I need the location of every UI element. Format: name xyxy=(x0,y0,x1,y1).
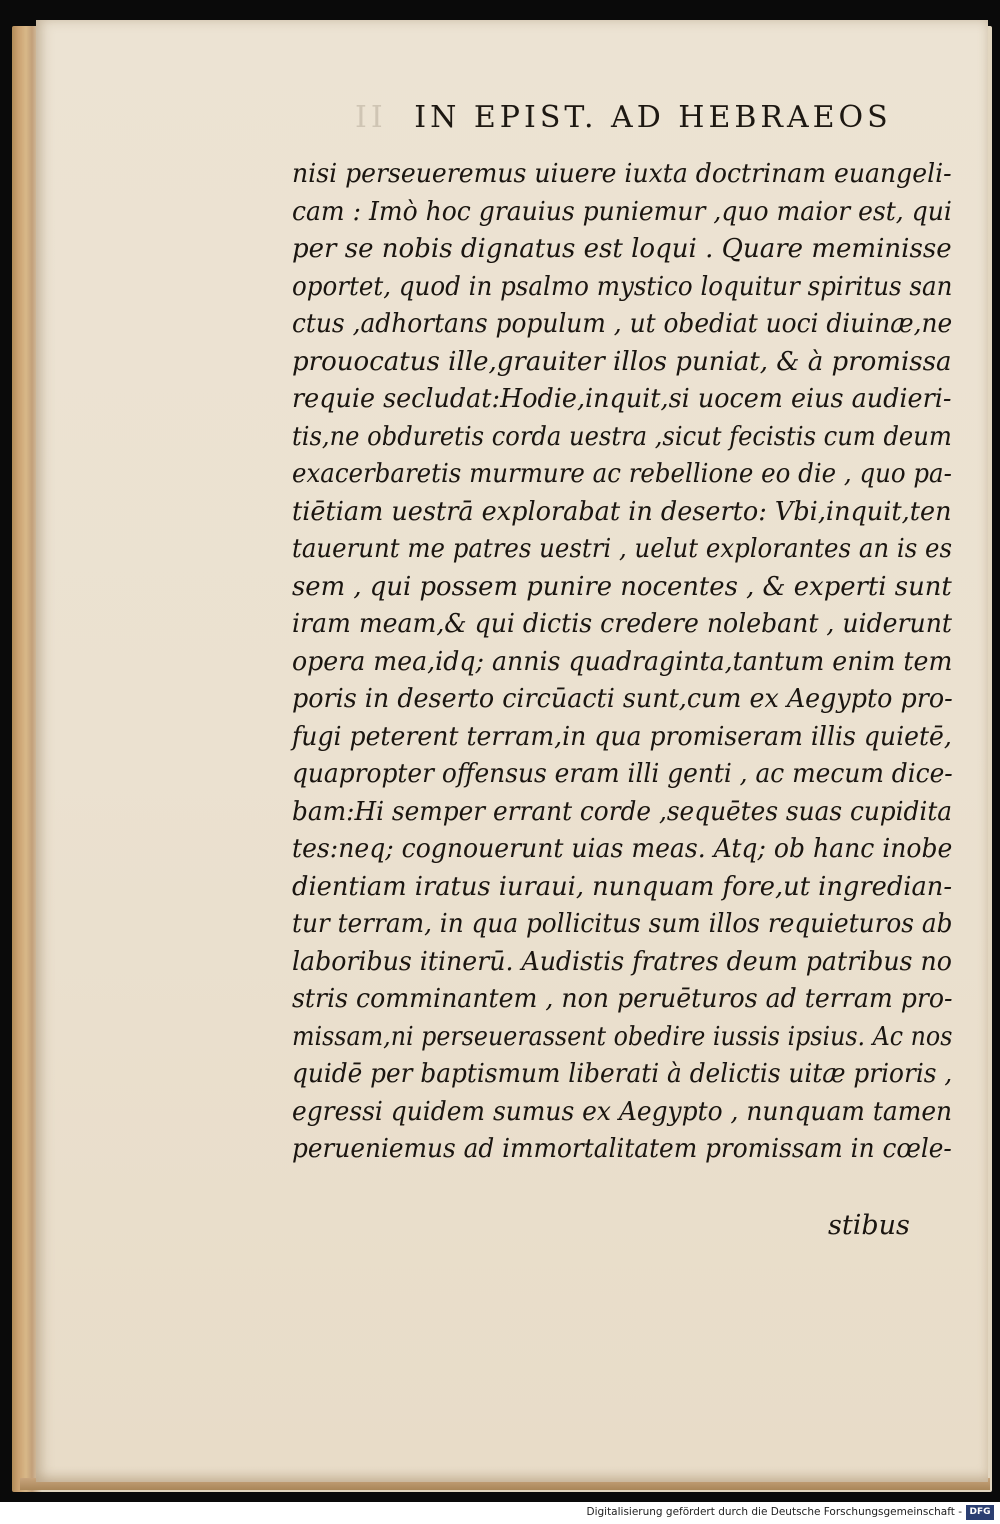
text-line: dientiam iratus iuraui, nunquam fore,ut ingredian- xyxy=(292,870,953,902)
text-line: prouocatus ille,grauiter illos puniat, & à promissa xyxy=(292,345,952,377)
text-line: bam:Hi semper errant corde ,sequētes suas cupidita xyxy=(292,795,953,827)
text-line: tauerunt me patres uestri , uelut explorantes an is es xyxy=(292,533,953,564)
dfg-logo-icon[interactable]: DFG xyxy=(966,1505,994,1520)
text-line: tes:neq; cognouerunt uias meas. Atq; ob hanc inobe xyxy=(292,833,953,864)
text-line: perueniemus ad immortalitatem promissam in cœle- xyxy=(292,1133,952,1164)
text-line: quidē per baptismum liberati à delictis uitæ prioris , xyxy=(292,1058,953,1089)
text-line: quapropter offensus eram illi genti , ac mecum dice- xyxy=(292,758,953,789)
text-line: opera mea,idq; annis quadraginta,tantum enim tem xyxy=(292,645,953,677)
text-line: sem , qui possem punire nocentes , & experti sunt xyxy=(292,570,952,602)
text-line: ctus ,adhortans populum , ut obediat uoci diuinæ,ne xyxy=(292,308,953,339)
text-line: oportet, quod in psalmo mystico loquitur spiritus san xyxy=(292,270,953,302)
text-line: tur terram, in qua pollicitus sum illos requieturos ab xyxy=(292,908,953,939)
text-line: egressi quidem sumus ex Aegypto , nunquam tamen xyxy=(292,1095,953,1127)
text-line: missam,ni perseuerassent obedire iussis ipsius. Ac nos xyxy=(292,1020,953,1052)
text-line: cam : Imò hoc grauius puniemur ,quo maior est, qui xyxy=(292,195,952,227)
footer-credit: Digitalisierung gefördert durch die Deutsche Forschungsgemeinschaft - xyxy=(586,1506,962,1518)
text-line: tis,ne obduretis corda uestra ,sicut fecistis cum deum xyxy=(292,420,952,452)
text-line: nisi perseueremus uiuere iuxta doctrinam euangeli- xyxy=(292,158,952,189)
text-line: per se nobis dignatus est loqui . Quare meminisse xyxy=(292,233,952,264)
running-header xyxy=(355,100,892,135)
body-text xyxy=(292,155,952,1168)
catchword: stibus xyxy=(828,1210,910,1241)
footer-bar xyxy=(0,1502,1000,1524)
header-title: IN EPIST. AD HEBRAEOS xyxy=(414,100,892,135)
text-line: exacerbaretis murmure ac rebellione eo die , quo pa- xyxy=(292,458,952,489)
text-line: iram meam,& qui dictis credere nolebant , uiderunt xyxy=(292,608,953,639)
text-line: laboribus itinerū. Audistis fratres deum patribus no xyxy=(292,945,952,977)
text-line: requie secludat:Hodie,inquit,si uocem eius audieri- xyxy=(292,383,952,414)
text-line: tiētiam uestrā explorabat in deserto: Vbi,inquit,ten xyxy=(292,495,952,527)
text-line: poris in deserto circūacti sunt,cum ex Aegypto pro- xyxy=(292,683,953,714)
text-line: stris comminantem , non peruēturos ad terram pro- xyxy=(292,983,953,1014)
header-ghost-mark: II xyxy=(355,100,387,135)
text-line: fugi peterent terram,in qua promiseram illis quietē, xyxy=(292,720,952,752)
